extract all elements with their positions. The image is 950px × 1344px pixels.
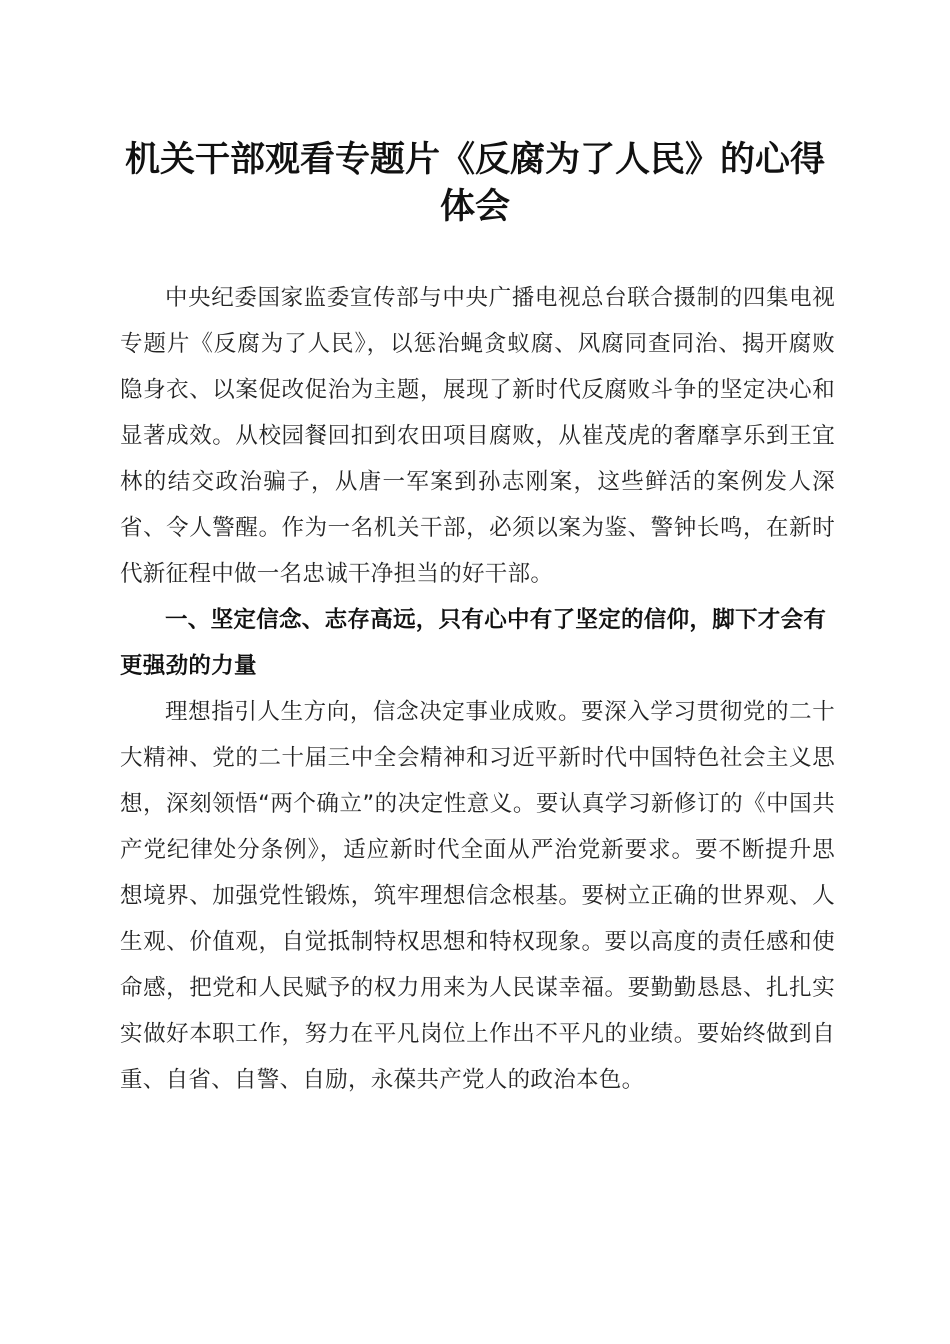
section-heading: 一、坚定信念、志存高远，只有心中有了坚定的信仰，脚下才会有更强劲的力量 — [120, 607, 827, 679]
document-title: 机关干部观看专题片《反腐为了人民》的心得体会 — [124, 139, 825, 227]
section-paragraph: 理想指引人生方向，信念决定事业成败。要深入学习贯彻党的二十大精神、党的二十届三中全会精神和习近平新时代中国特色社会主义思想，深刻领悟“两个确立”的决定性意义。要认真学习新修订的《中国共产党纪律处分条例》，适应新时代全面从严治党新要求。要不断提升思想境界、加强党性锻炼，筑牢理想信念根基。要树立正确的世界观、人生观、价值观，自觉抵制特权思想和特权现象。要以高度的责任感和使命感，把党和人民赋予的权力用来为人民谋幸福。要勤勤恳恳、扎扎实实做好本职工作，努力在平凡岗位上作出不平凡的业绩。要始终做到自重、自省、自警、自励，永葆共产党人的政治本色。 — [120, 699, 835, 1093]
intro-paragraph: 中央纪委国家监委宣传部与中央广播电视总台联合摄制的四集电视专题片《反腐为了人民》，以惩治蝇贪蚁腐、风腐同查同治、揭开腐败隐身衣、以案促改促治为主题，展现了新时代反腐败斗争的坚定决心和显著成效。从校园餐回扣到农田项目腐败，从崔茂虎的奢靡享乐到王宜林的结交政治骗子，从唐一军案到孙志刚案，这些鲜活的案例发人深省、令人警醒。作为一名机关干部，必须以案为鉴、警钟长鸣，在新时代新征程中做一名忠诚干净担当的好干部。 — [120, 285, 835, 587]
document-body — [120, 275, 835, 1103]
